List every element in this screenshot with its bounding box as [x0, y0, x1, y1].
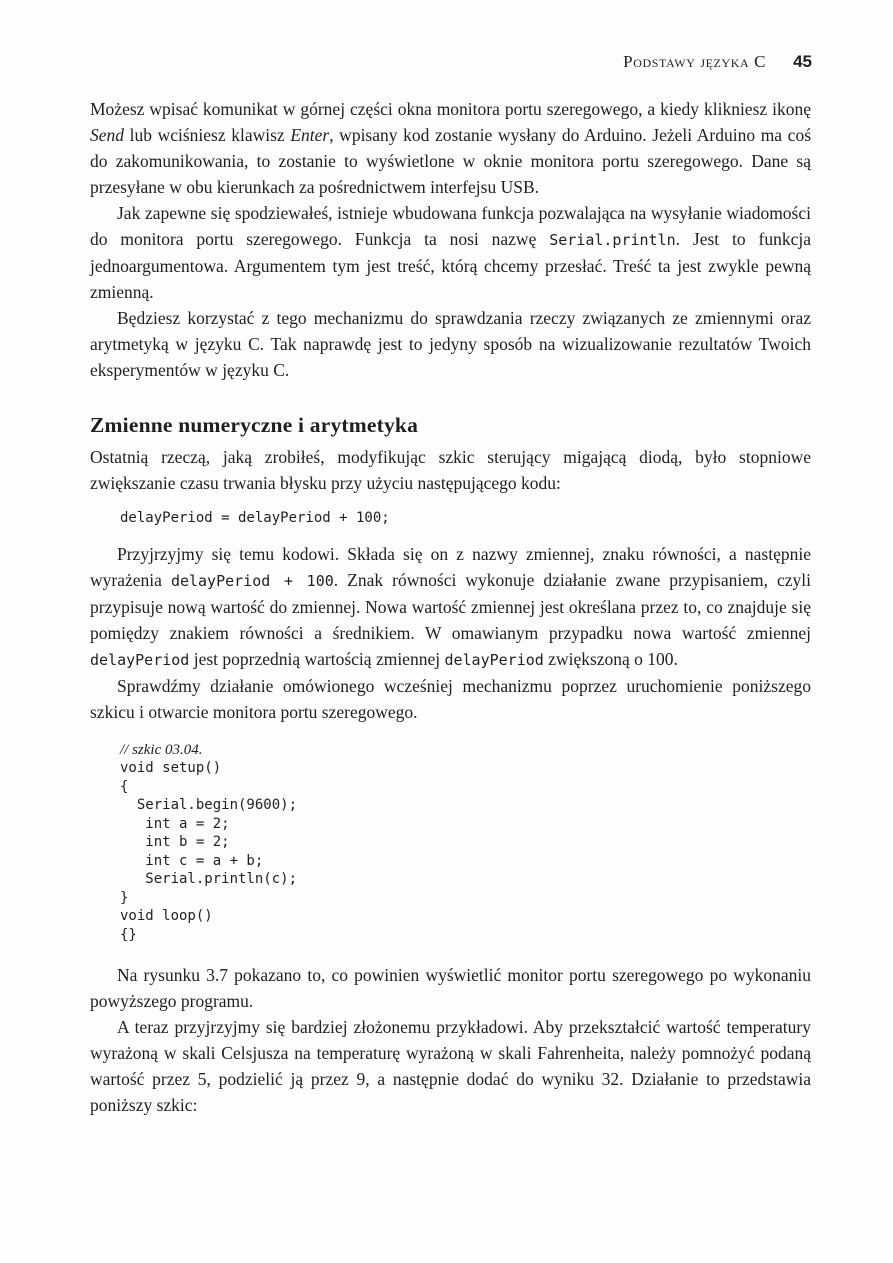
page-content [90, 96, 811, 1118]
paragraph-figure-3-7: Na rysunku 3.7 pokazano to, co powinien wyświetlić monitor portu szeregowego po wykonaniu powyższego programu. [90, 965, 811, 1011]
section-heading: Zmienne numeryczne i arytmetyka [90, 413, 419, 437]
running-title: Podstawy języka C [623, 52, 767, 71]
page-number: 45 [793, 52, 812, 71]
code-block-sketch-03-04: // szkic 03.04. void setup() { Serial.begin(9600); int a = 2; int b = 2; int c = a + b; Serial.println(c); } void loop() {} [120, 741, 298, 943]
paragraph-assignment-explanation: Przyjrzyjmy się temu kodowi. Składa się on z nazwy zmiennej, znaku równości, a następnie wyrażenia delayPeriod + 100. Znak równości wykonuje działanie zwane przypisaniem, czyli przypisuje nową wartość do zmiennej. Nowa wartość zmiennej jest określana przez to, co znajduje się pomiędzy znakiem równości a średnikiem. W omawianym przypadku nowa wartość zmiennej delayPeriod jest poprzednią wartością zmiennej delayPeriod zwiększoną o 100. [90, 543, 811, 669]
paragraph-serial-println: Jak zapewne się spodziewałeś, istnieje wbudowana funkcja pozwalająca na wysyłanie wiadomości do monitora portu szeregowego. Funkcja ta nosi nazwę Serial.println. Jest to funkcja jednoargumentowa. Argumentem tym jest treść, którą chcemy przesłać. Treść ta jest zwykle pewną zmienną. [90, 203, 811, 302]
paragraph-celsius-fahrenheit: A teraz przyjrzyjmy się bardziej złożonemu przykładowi. Aby przekształcić wartość temperatury wyrażoną w skali Celsjusza na temperaturę wyrażoną w skali Fahrenheita, należy pomnożyć podaną wartość przez 5, podzielić ją przez 9, a następnie dodać do wyniku 32. Działanie to przedstawia poniższy szkic: [90, 1017, 811, 1115]
paragraph-serial-monitor-send: Możesz wpisać komunikat w górnej części okna monitora portu szeregowego, a kiedy klikniesz ikonę Send lub wciśniesz klawisz Enter, wpisany kod zostanie wysłany do Arduino. Jeżeli Arduino ma coś do zakomunikowania, to zostanie to wyświetlone w oknie monitora portu szeregowego. Dane są przesyłane w obu kierunkach za pośrednictwem interfejsu USB. [90, 99, 812, 197]
running-head [90, 0, 812, 72]
code-block-delay-period: delayPeriod = delayPeriod + 100; [120, 510, 390, 526]
paragraph-mechanism-usage: Będziesz korzystać z tego mechanizmu do sprawdzania rzeczy związanych ze zmiennymi oraz arytmetyką w języku C. Tak naprawdę jest to jedyny sposób na wizualizowanie rezultatów Twoich eksperymentów w języku C. [90, 308, 811, 380]
paragraph-delay-intro: Ostatnią rzeczą, jaką zrobiłeś, modyfikując szkic sterujący migającą diodą, było stopniowe zwiększanie czasu trwania błysku przy użyciu następującego kodu: [90, 447, 811, 493]
paragraph-run-sketch: Sprawdźmy działanie omówionego wcześniej mechanizmu poprzez uruchomienie poniższego szkicu i otwarcie monitora portu szeregowego. [90, 675, 811, 722]
